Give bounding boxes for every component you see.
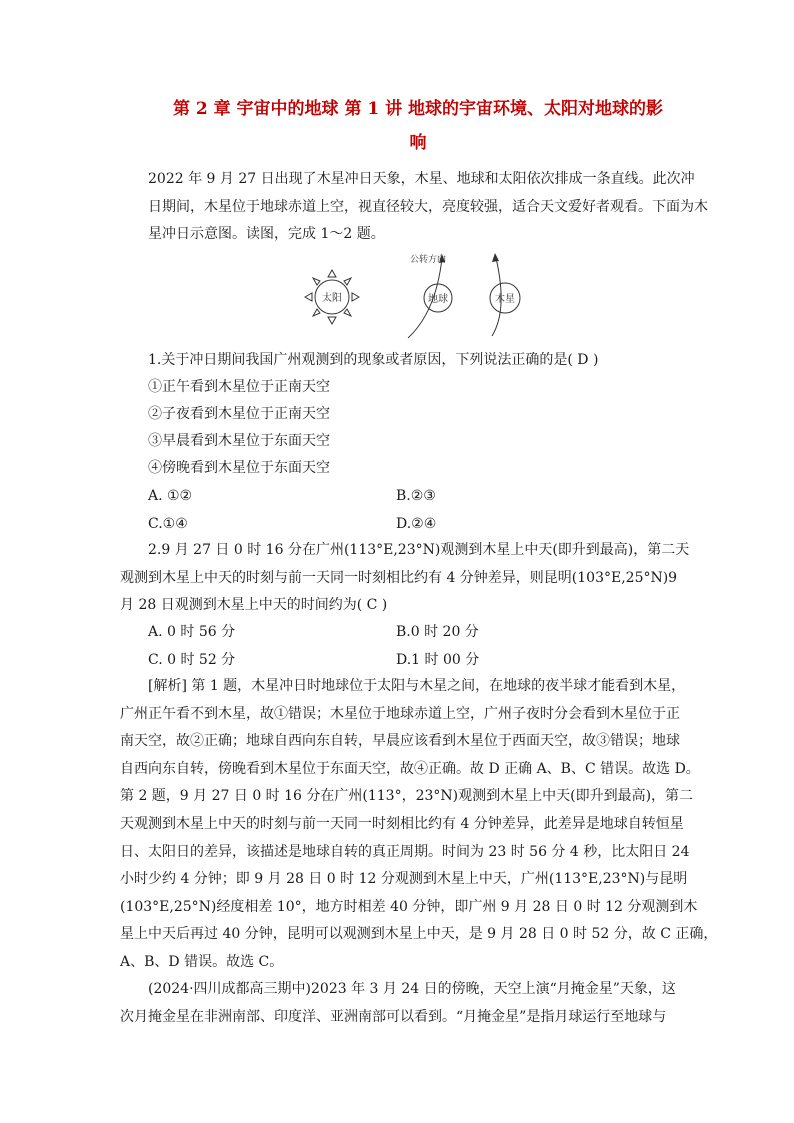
intro-line: 星冲日示意图。读图，完成 1～2 题。	[148, 226, 385, 243]
title-line-1: 第 2 章 宇宙中的地球 第 1 讲 地球的宇宙环境、太阳对地球的影	[172, 99, 664, 119]
question-1-option-a: A. ①②	[148, 488, 193, 504]
analysis-line: 自西向东自转，傍晚看到木星位于东面天空，故④正确。故 D 正确 A、B、C 错误。故选 D。	[120, 760, 700, 777]
earth-icon	[408, 254, 452, 338]
analysis-line: 广州正午看不到木星，故①错误；木星位于地球赤道上空，广州子夜时分会看到木星位于正	[120, 705, 680, 722]
analysis-line: 星上中天后再过 40 分钟，昆明可以观测到木星上中天，是 9 月 28 日 0 时 52 分，故 C 正确，	[120, 926, 718, 943]
earth-label: 地球	[428, 294, 448, 305]
analysis-line: (103°E,25°N)经度相差 10°，地方时相差 40 分钟，即广州 9 月 28 日 0 时 12 分观测到木	[120, 898, 698, 915]
intro-line: 日期间，木星位于地球赤道上空，视直径较大，亮度较强，适合天文爱好者观看。下面为木	[148, 198, 708, 215]
analysis-line: A、B、D 错误。故选 C。	[120, 953, 284, 970]
question-2-stem	[120, 537, 690, 620]
orbit-direction-label: 公转方向	[409, 255, 447, 265]
question-2-option-d: D.1 时 00 分	[396, 652, 480, 668]
analysis-line: 日、太阳日的差异，该描述是地球自转的真正周期。时间为 23 时 56 分 4 秒，比太阳日 24	[120, 843, 690, 860]
question-1-option-b: B.②③	[396, 488, 436, 504]
next-passage-line: 次月掩金星在非洲南部、印度洋、亚洲南部可以看到。“月掩金星”是指月球运行至地球与	[120, 1008, 667, 1025]
jupiter-label: 木星	[495, 294, 515, 305]
analysis-line: 第 2 题，9 月 27 日 0 时 16 分在广州(113°，23°N)观测到木星上中天(即升到最高)，第二	[120, 788, 694, 805]
question-1-item: ④傍晚看到木星位于东面天空	[148, 460, 330, 476]
title-line-2: 响	[409, 133, 427, 153]
question-2-stem-line: 2.9 月 27 日 0 时 16 分在广州(113°E,23°N)观测到木星上中天(即升到最高)，第二天	[148, 542, 690, 558]
question-2-stem-line: 月 28 日观测到木星上中天的时间约为( C )	[120, 597, 388, 614]
page-title	[148, 92, 688, 160]
jupiter-opposition-diagram	[296, 250, 536, 340]
analysis-paragraph	[120, 673, 718, 977]
question-1-item: ②子夜看到木星位于正南天空	[148, 406, 330, 422]
analysis-line: 南天空，故②正确；地球自西向东自转，早晨应该看到木星位于西面天空，故③错误；地球	[120, 733, 680, 750]
question-1-stem: 1.关于冲日期间我国广州观测到的现象或者原因，下列说法正确的是( D )	[148, 352, 599, 368]
sun-label: 太阳	[322, 293, 342, 304]
question-2-option-a: A. 0 时 56 分	[148, 624, 236, 640]
question-2-option-c: C. 0 时 52 分	[148, 652, 236, 668]
question-1-item: ①正午看到木星位于正南天空	[148, 379, 330, 395]
analysis-line: 小时少约 4 分钟；即 9 月 28 日 0 时 12 分观测到木星上中天，广州(113°E,23°N)与昆明	[120, 871, 688, 888]
question-2-stem-line: 观测到木星上中天的时刻与前一天同一时刻相比约有 4 分钟差异，则昆明(103°E,25°N)9	[120, 569, 678, 586]
intro-line: 2022 年 9 月 27 日出现了木星冲日天象，木星、地球和太阳依次排成一条直线。此次冲	[148, 171, 695, 187]
analysis-line: [解析] 第 1 题，木星冲日时地球位于太阳与木星之间，在地球的夜半球才能看到木星，	[148, 678, 686, 694]
next-passage-line: (2024·四川成都高三期中)2023 年 3 月 24 日的傍晚，天空上演“月掩金星”天象，这	[148, 981, 676, 997]
analysis-line: 天观测到木星上中天的时刻与前一天同一时刻相比约有 4 分钟差异，此差异是地球自转恒星	[120, 815, 684, 832]
jupiter-icon	[490, 253, 520, 336]
question-1-option-c: C.①④	[148, 516, 188, 532]
question-1-item: ③早晨看到木星位于东面天空	[148, 433, 330, 449]
next-passage	[120, 976, 676, 1031]
intro-paragraph	[148, 166, 708, 249]
question-2-option-b: B.0 时 20 分	[396, 624, 479, 640]
sun-icon	[305, 270, 359, 324]
question-1-option-d: D.②④	[396, 516, 437, 532]
